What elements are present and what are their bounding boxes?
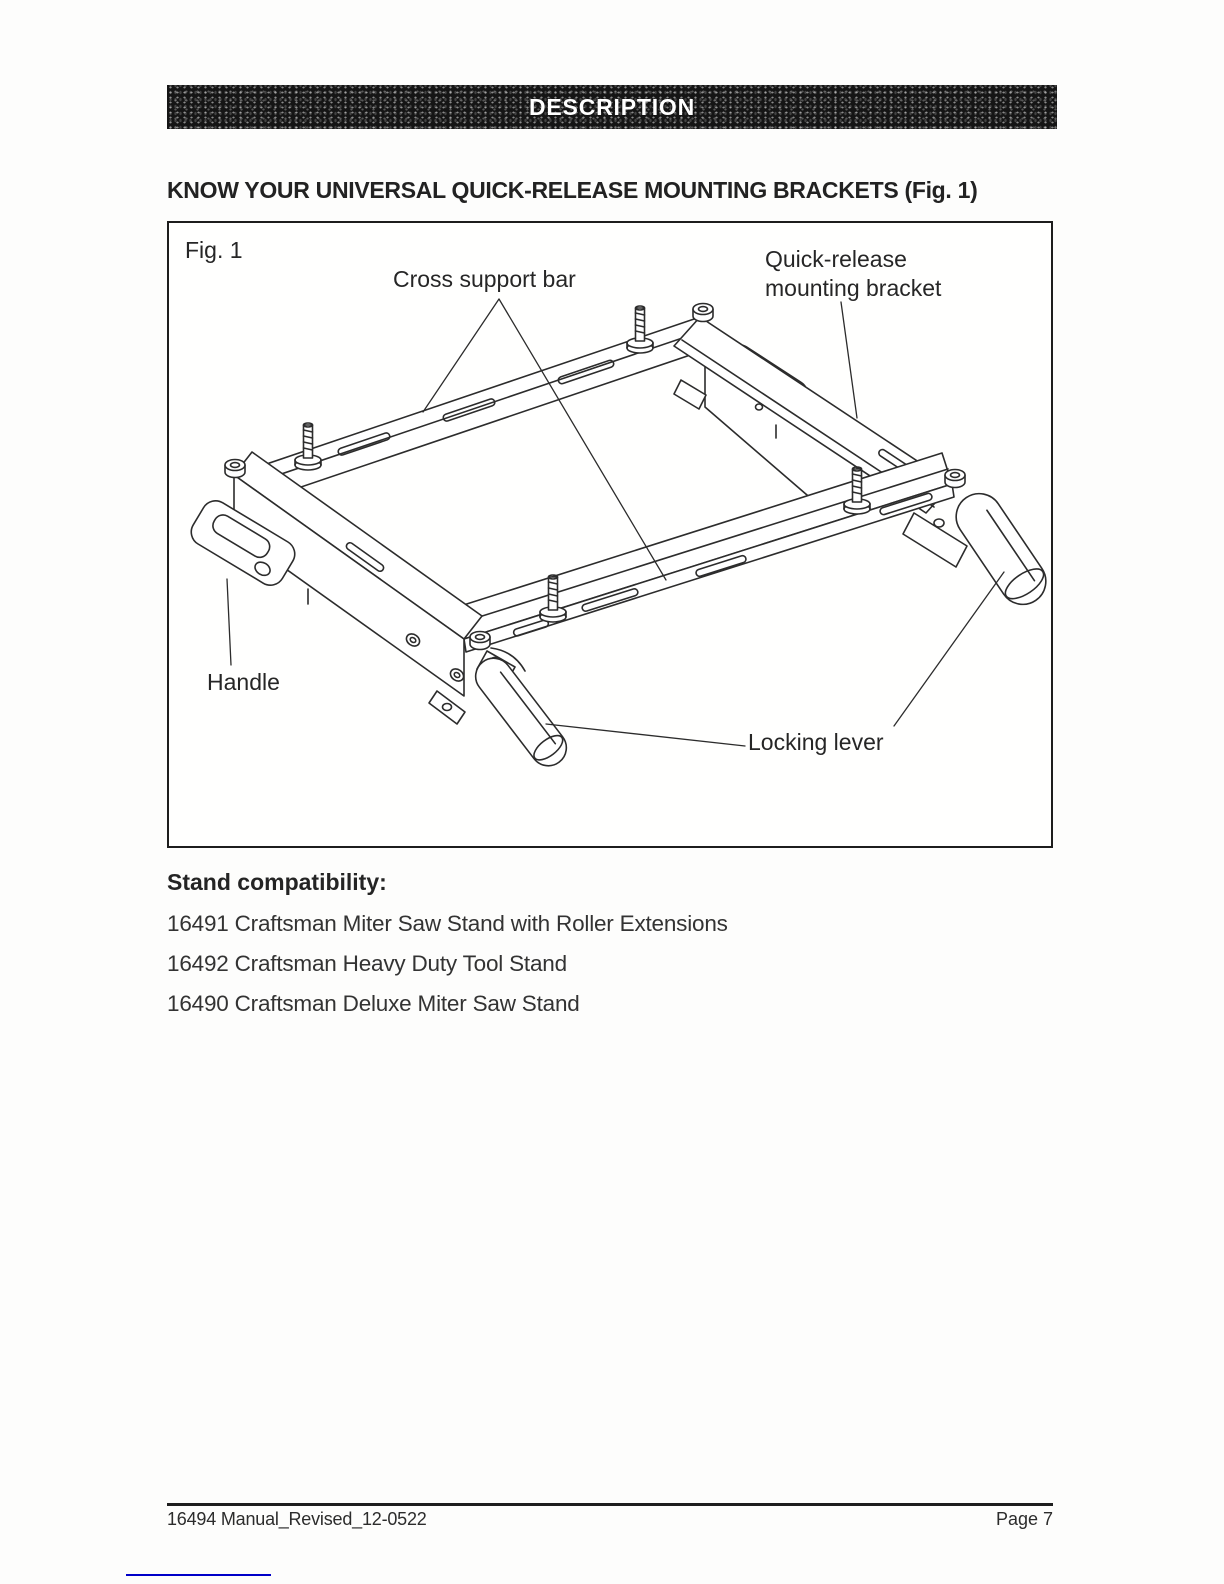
footer-divider — [167, 1503, 1053, 1506]
compat-item-16490: 16490 Craftsman Deluxe Miter Saw Stand — [167, 991, 580, 1016]
compat-item-16492: 16492 Craftsman Heavy Duty Tool Stand — [167, 951, 567, 976]
footer-page-number: Page 7 — [995, 1509, 1053, 1529]
footer-document-id: 16494 Manual_Revised_12-0522 — [167, 1509, 427, 1529]
cross-support-bar-front — [454, 453, 954, 652]
figure-tag: Fig. 1 — [185, 237, 243, 263]
footer-link-underline[interactable] — [126, 1574, 271, 1576]
label-cross-support-bar: Cross support bar — [393, 266, 576, 292]
section-banner-title: DESCRIPTION — [529, 93, 695, 120]
mounting-bracket-drawing — [169, 223, 1051, 846]
locking-lever-front-drawing — [468, 648, 573, 773]
figure-1-box — [167, 221, 1053, 848]
page-title: KNOW YOUR UNIVERSAL QUICK-RELEASE MOUNTING BRACKETS (Fig. 1) — [167, 177, 978, 203]
label-quick-release-bracket: Quick-release mounting bracket — [765, 246, 942, 301]
compat-item-16491: 16491 Craftsman Miter Saw Stand with Roller Extensions — [167, 911, 728, 936]
label-locking-lever: Locking lever — [748, 729, 884, 755]
section-banner — [167, 85, 1057, 129]
label-handle: Handle — [207, 669, 280, 695]
stand-compatibility-heading: Stand compatibility: — [167, 869, 387, 895]
